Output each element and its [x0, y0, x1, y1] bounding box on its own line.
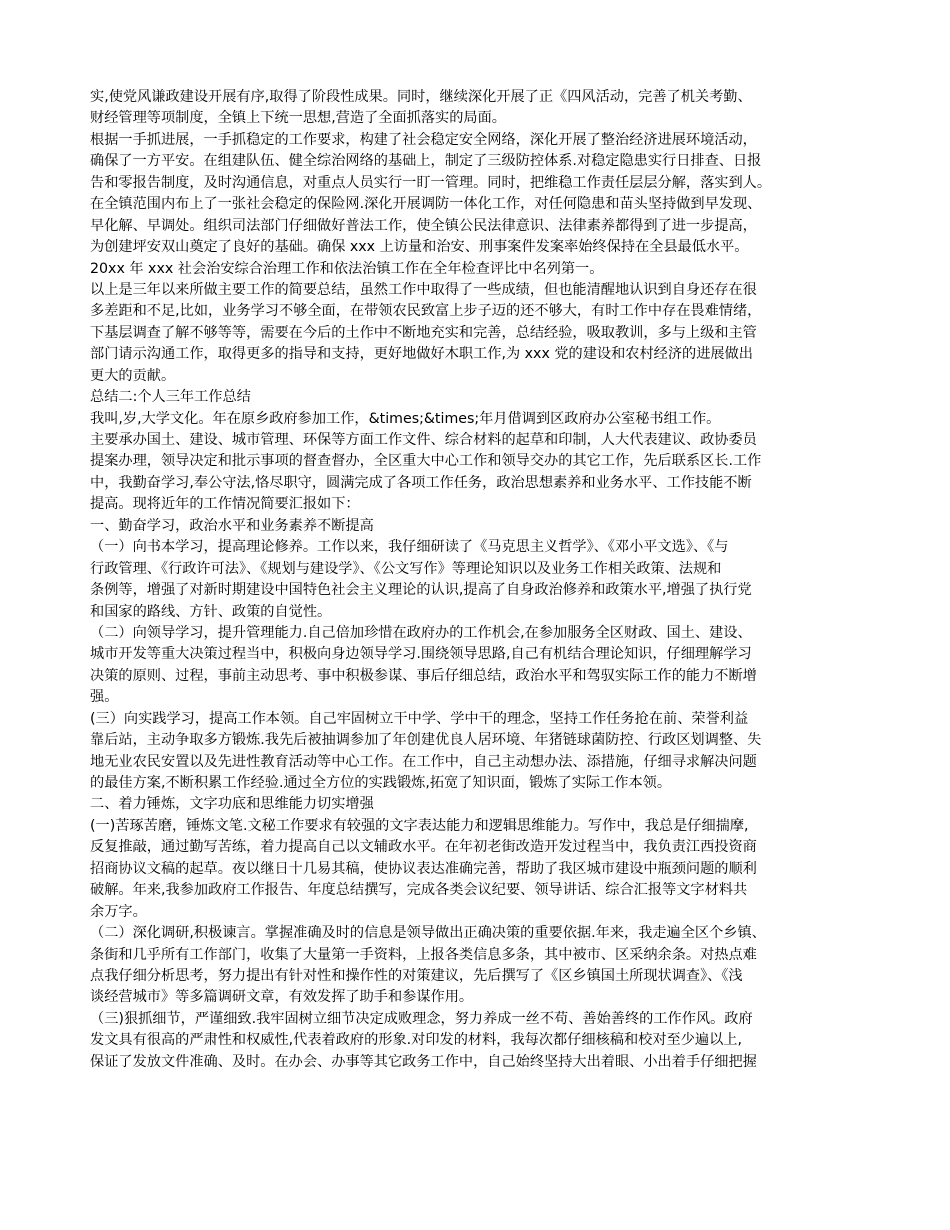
text-line: 余万字。 [90, 903, 147, 920]
text-line: 和国家的路线、方针、政策的自觉性。 [90, 603, 332, 620]
text-line: 谈经营城市》等多篇调研文章，有效发挥了助手和参谋作用。 [90, 989, 474, 1006]
section-heading: 二、着力锤炼，文字功底和思维能力切实增强 [90, 796, 374, 813]
text-line: 靠后站，主动争取多方锻炼.我先后被抽调参加了年创建优良人居环境、年猪链球菌防控、行政区划调整、失 [90, 732, 762, 749]
text-line: 确保了一方平安。在组建队伍、健全综治网络的基础上，制定了三级防控体系.对稳定隐患实行日排查、日报 [90, 153, 762, 170]
text-line: （二）向领导学习，提升管理能力.自己倍加珍惜在政府办的工作机会,在参加服务全区财政、国土、建设、 [90, 624, 752, 641]
text-line: 财经管理等项制度，全镇上下统一思想,营造了全面抓落实的局面。 [90, 110, 506, 127]
text-line: 的最佳方案,不断积累工作经验.通过全方位的实践锻炼,拓宽了知识面，锻炼了实际工作本领。 [90, 775, 672, 791]
text-line: 城市开发等重大决策过程当中，积极向身边领导学习.围绕领导思路,自己有机结合理论知识，仔细理解学习 [90, 646, 752, 663]
text-line: 更大的贡献。 [90, 367, 176, 384]
text-line: 条例等，增强了对新时期建设中国特色社会主义理论的认识,提高了自身政治修养和政策水平,增强了执行党 [90, 582, 752, 599]
text-line: 破解。年来,我参加政府工作报告、年度总结撰写，完成各类会议纪要、领导讲话、综合汇报等文字材料共 [90, 882, 748, 899]
text-line: 地无业农民安置以及先进性教育活动等中心工作。在工作中，自己主动想办法、添措施，仔细寻求解决问题 [90, 753, 757, 770]
section-heading: 一、勤奋学习，政治水平和业务素养不断提高 [90, 517, 374, 534]
text-line: 以上是三年以来所做主要工作的简要总结，虽然工作中取得了一些成绩，但也能清醒地认识到自身还存在很 [90, 281, 757, 298]
text-line: 主要承办国土、建设、城市管理、环保等方面工作文件、综合材料的起草和印制，人大代表建议、政协委员 [90, 432, 757, 448]
text-line: 根据一手抓进展，一手抓稳定的工作要求，构建了社会稳定安全网络，深化开展了整治经济进展环境活动， [90, 131, 757, 148]
text-line: （二）深化调研,积极谏言。掌握准确及时的信息是领导做出正确决策的重要依据.年来，我走遍全区个乡镇、 [90, 925, 766, 942]
document-body [90, 87, 870, 1073]
text-line: 点我仔细分析思考，努力提出有针对性和操作性的对策建议，先后撰写了《区乡镇国土所现状调查》、《浅 [90, 967, 743, 984]
text-line: 招商协议文稿的起草。夜以继日十几易其稿，使协议表达准确完善，帮助了我区城市建设中瓶颈问题的顺利 [90, 860, 757, 877]
text-line: 部门请示沟通工作，取得更多的指导和支持，更好地做好木职工作,为 xxx 党的建设和农村经济的进展做出 [90, 346, 753, 363]
text-line: 多差距和不足,比如，业务学习不够全面，在带领农民致富上步子迈的还不够大，有时工作中存在畏难情绪， [90, 303, 762, 320]
text-line: 反复推敲，通过勤写苦练，着力提高自己以文辅政水平。在年初老街改造开发过程当中，我负责江西投资商 [90, 839, 757, 856]
text-line: 为创建坪安双山奠定了良好的基础。确保 xxx 上访量和治安、刑事案件发案率始终保持在全县最低水平。 [90, 239, 749, 256]
text-line: 实,使党风谦政建设开展有序,取得了阶段性成果。同时，继续深化开展了正《四风活动，完善了机关考勤、 [90, 89, 752, 105]
text-line: 条街和几乎所有工作部门，收集了大量第一手资料，上报各类信息多条，其中被市、区采纳余条。对热点难 [90, 946, 757, 963]
text-line: 早化解、早调处。组织司法部门仔细做好普法工作，使全镇公民法律意识、法律素养都得到了进一步提高， [90, 217, 757, 234]
section-title: 总结二:个人三年工作总结 [90, 389, 251, 406]
text-line: 中，我勤奋学习,奉公守法,恪尽职守，圆满完成了各项工作任务，政治思想素养和业务水平、工作技能不断 [90, 474, 752, 491]
text-line: 强。 [90, 689, 119, 706]
text-line: 保证了发放文件准确、及时。在办会、办事等其它政务工作中，自己始终坚持大出着眼、小出着手仔细把握 [90, 1053, 757, 1070]
text-line: 告和零报告制度，及时沟通信息，对重点人员实行一盯一管理。同时，把维稳工作责任层层分解，落实到人。 [90, 174, 772, 191]
text-line: 决策的原则、过程，事前主动思考、事中积极参谋、事后仔细总结，政治水平和驾驭实际工作的能力不断增 [90, 667, 757, 684]
text-line: (三）向实践学习，提高工作本领。自己牢固树立干中学、学中干的理念，坚持工作任务抢在前、荣誉利益 [90, 710, 749, 727]
text-line: （三)狠抓细节，严谨细致.我牢固树立细节决定成败理念，努力养成一丝不苟、善始善终的工作作风。政府 [90, 1010, 753, 1027]
text-line: （一）向书本学习，提高理论修养。工作以来，我仔细研读了《马克思主义哲学》、《邓小平文选》、《与 [90, 539, 729, 556]
text-line: 行政管理、《行政许可法》、《规划与建设学》、《公文写作》等理论知识以及业务工作相关政策、法规和 [90, 560, 722, 577]
text-line: 下基层调查了解不够等等，需要在今后的土作中不断地充实和完善，总结经验，吸取教训，多与上级和主管 [90, 324, 757, 341]
text-line: 提高。现将近年的工作情况简要汇报如下： [90, 496, 360, 513]
text-line: 20xx 年 xxx 社会治安综合治理工作和依法治镇工作在全年检查评比中名列第一。 [90, 260, 604, 277]
text-line: 我叫,岁,大学文化。年在原乡政府参加工作，&times;&times;年月借调到区政府办公室秘书组工作。 [90, 410, 721, 427]
text-line: 在全镇范围内布上了一张社会稳定的保险网.深化开展调防一体化工作，对任何隐患和苗头坚持做到早发现、 [90, 196, 762, 213]
text-line: 发文具有很高的严肃性和权威性,代表着政府的形象.对印发的材料，我每次都仔细核稿和校对至少遍以上, [90, 1032, 742, 1049]
text-line: (一)苦琢苦磨，锤炼文笔.文秘工作要求有较强的文字表达能力和逻辑思维能力。写作中，我总是仔细揣摩, [90, 817, 749, 834]
text-line: 提案办理，领导决定和批示事项的督查督办，全区重大中心工作和领导交办的其它工作，先后联系区长.工作 [90, 453, 762, 470]
